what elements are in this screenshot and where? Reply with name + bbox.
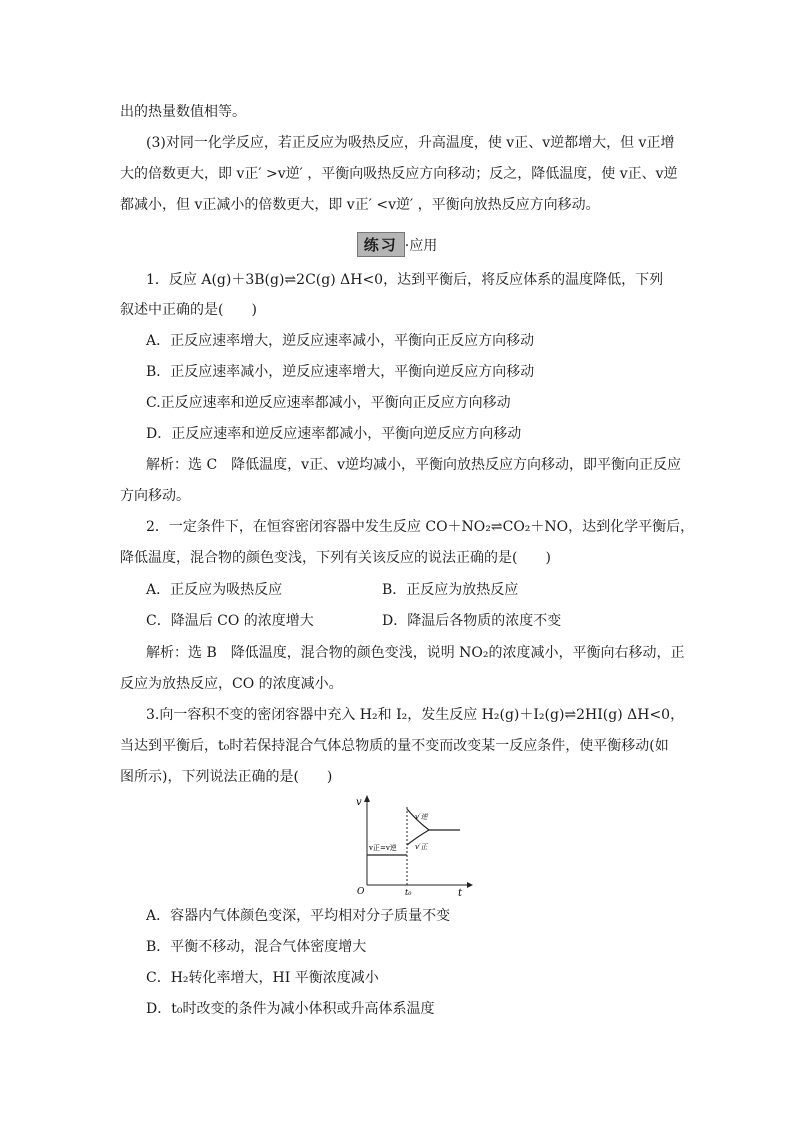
q3-option-a: A．容器内气体颜色变深，平均相对分子质量不变	[146, 908, 451, 924]
q1-option-b: B．正反应速率减小，逆反应速率增大，平衡向逆反应方向移动	[146, 364, 535, 380]
paragraph-line: (3)对同一化学反应，若正反应为吸热反应，升高温度，使 v正、v逆都增大，但 v正增	[146, 135, 675, 151]
q2-option-c: C．降温后 CO 的浓度增大	[146, 613, 314, 629]
paragraph-line: 出的热量数值相等。	[120, 104, 246, 120]
q2-option-a: A．正反应为吸热反应	[146, 582, 283, 598]
forward-rate-label: v′正	[415, 843, 428, 851]
q1-option-a: A．正反应速率增大，逆反应速率减小，平衡向正反应方向移动	[146, 333, 535, 349]
paragraph-line: 大的倍数更大，即 v正′ >v逆′ ，平衡向吸热反应方向移动；反之，降低温度，使 v正、v逆	[120, 166, 678, 182]
q3-stem: 3.向一容积不变的密闭容器中充入 H₂和 I₂，发生反应 H₂(g)＋I₂(g)⇌2HI(g) ΔH<0，	[146, 707, 685, 723]
paragraph-line: 都减小，但 v正减小的倍数更大，即 v正′ <v逆′ ，平衡向放热反应方向移动。	[120, 197, 600, 213]
y-axis-label: v	[356, 797, 362, 808]
q2-option-d: D．降温后各物质的浓度不变	[382, 613, 562, 629]
q1-analysis: 方向移动。	[120, 488, 190, 504]
origin-label: O	[357, 887, 365, 897]
q3-option-b: B．平衡不移动，混合气体密度增大	[146, 939, 367, 955]
section-heading-rest: ·应用	[404, 238, 438, 254]
q2-stem: 2．一定条件下，在恒容密闭容器中发生反应 CO＋NO₂⇌CO₂＋NO，达到化学平衡后，	[146, 519, 695, 535]
q3-stem: 当达到平衡后，t₀时若保持混合气体总物质的量不变而改变某一反应条件，使平衡移动(如	[120, 738, 669, 754]
x-axis-label: t	[458, 888, 463, 897]
q3-option-c: C．H₂转化率增大，HI 平衡浓度减小	[146, 970, 379, 986]
q2-stem: 降低温度，混合物的颜色变浅，下列有关该反应的说法正确的是( )	[120, 550, 551, 566]
q1-option-c: C.正反应速率和逆反应速率都减小，平衡向正反应方向移动	[146, 395, 511, 411]
rate-time-figure	[345, 793, 475, 897]
equilibrium-label: v正=v逆	[369, 844, 397, 852]
reverse-rate-label: v′逆	[415, 813, 428, 821]
q2-analysis: 反应为放热反应，CO 的浓度减小。	[120, 676, 343, 692]
q1-analysis: 解析：选 C 降低温度，v正、v逆均减小，平衡向放热反应方向移动，即平衡向正反应	[146, 457, 681, 473]
q1-stem: 1．反应 A(g)＋3B(g)⇌2C(g) ΔH<0，达到平衡后，将反应体系的温度降低，下列	[146, 272, 664, 288]
q2-analysis: 解析：选 B 降低温度，混合物的颜色变浅，说明 NO₂的浓度减小，平衡向右移动，正	[146, 645, 685, 661]
q1-option-d: D．正反应速率和逆反应速率都减小，平衡向逆反应方向移动	[146, 426, 522, 442]
y-axis-arrow	[364, 795, 370, 802]
q3-option-d: D．t₀时改变的条件为减小体积或升高体系温度	[146, 1001, 435, 1017]
section-heading	[0, 232, 794, 257]
q3-stem: 图所示)，下列说法正确的是( )	[120, 769, 333, 785]
x-axis-arrow	[467, 882, 473, 888]
t0-label: t₀	[405, 888, 412, 897]
section-heading-box: 练习	[357, 232, 405, 257]
q1-stem: 叙述中正确的是( )	[120, 302, 257, 318]
q2-option-b: B．正反应为放热反应	[382, 582, 519, 598]
